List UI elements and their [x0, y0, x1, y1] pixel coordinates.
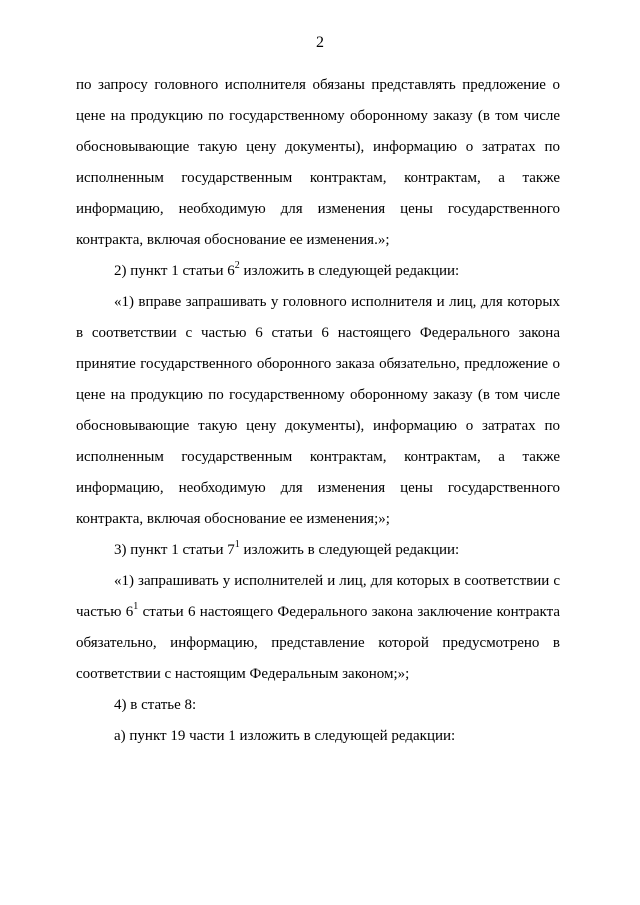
text-line: исполненным государственным контрактам, контрактам, а также: [76, 170, 560, 186]
text-segment: 2) пункт 1 статьи 6: [114, 263, 235, 279]
paragraph-2: [76, 256, 560, 287]
text-line: [76, 535, 560, 566]
text-line: соответствии с настоящим Федеральным законом;»;: [76, 666, 410, 682]
page-number: 2: [316, 34, 324, 51]
superscript: 2: [234, 260, 240, 271]
text-line: [76, 256, 560, 287]
text-line: исполненным государственным контрактам, контрактам, а также: [76, 449, 560, 465]
text-line: информацию, необходимую для изменения цены государственного: [76, 480, 560, 496]
text-line: [76, 597, 560, 628]
superscript: 1: [234, 539, 240, 550]
paragraph-6: [76, 690, 560, 721]
text-line: 4) в статье 8:: [114, 697, 197, 713]
paragraph-3: [76, 287, 560, 535]
text-line: по запросу головного исполнителя обязаны представлять предложение о: [76, 77, 560, 93]
paragraph-1: [76, 70, 560, 256]
paragraph-7: [76, 721, 560, 752]
text-line: контракта, включая обоснование ее изменения;»;: [76, 511, 390, 527]
text-segment: 3) пункт 1 статьи 7: [114, 542, 235, 558]
text-line: в соответствии с частью 6 статьи 6 настоящего Федерального закона: [76, 325, 560, 341]
document-body: [76, 70, 560, 752]
text-line: «1) вправе запрашивать у головного исполнителя и лиц, для которых: [114, 294, 560, 310]
text-line: обосновывающие такую цену документы), информацию о затратах по: [76, 139, 560, 155]
text-line: цене на продукцию по государственному оборонному заказу (в том числе: [76, 387, 560, 403]
text-line: принятие государственного оборонного заказа обязательно, предложение о: [76, 356, 560, 372]
text-line: обязательно, информацию, представление которой предусмотрено в: [76, 635, 560, 651]
text-line: контракта, включая обоснование ее изменения.»;: [76, 232, 390, 248]
paragraph-4: [76, 535, 560, 566]
text-line: а) пункт 19 части 1 изложить в следующей редакции:: [114, 728, 456, 744]
text-segment: изложить в следующей редакции:: [239, 542, 460, 558]
text-segment: изложить в следующей редакции:: [239, 263, 460, 279]
paragraph-5: [76, 566, 560, 690]
text-line: «1) запрашивать у исполнителей и лиц, для которых в соответствии с: [114, 573, 560, 589]
text-segment: статьи 6 настоящего Федерального закона заключение контракта: [138, 604, 561, 620]
text-line: обосновывающие такую цену документы), информацию о затратах по: [76, 418, 560, 434]
text-segment: частью 6: [76, 604, 134, 620]
text-line: информацию, необходимую для изменения цены государственного: [76, 201, 560, 217]
superscript: 1: [133, 601, 139, 612]
text-line: цене на продукцию по государственному оборонному заказу (в том числе: [76, 108, 560, 124]
